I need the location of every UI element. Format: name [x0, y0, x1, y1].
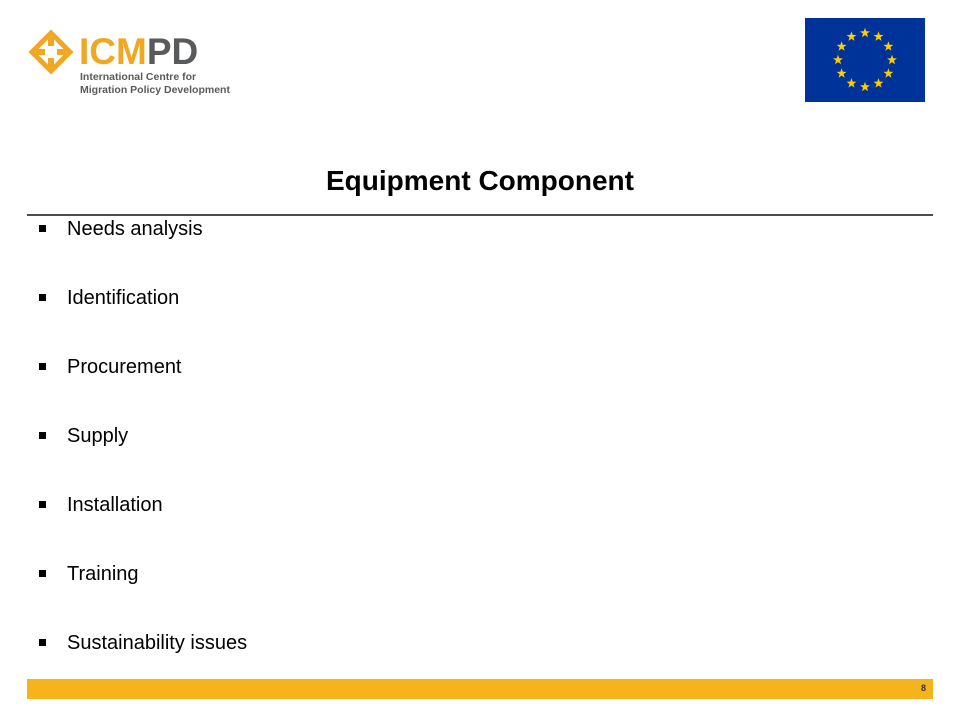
- square-bullet-icon: [39, 225, 46, 232]
- bullet-text: Sustainability issues: [67, 632, 248, 654]
- slide-title: Equipment Component: [326, 165, 634, 196]
- logo-tagline: [80, 71, 230, 97]
- eu-flag-stars: [805, 18, 925, 102]
- eu-star-icon: [887, 55, 897, 64]
- eu-star-icon: [847, 31, 857, 40]
- logo-name-part1: ICM: [79, 31, 147, 72]
- square-bullet-icon: [39, 432, 46, 439]
- eu-star-icon: [860, 82, 870, 91]
- page-number: 8: [920, 683, 926, 693]
- eu-star-icon: [883, 68, 893, 77]
- eu-star-icon: [837, 68, 847, 77]
- bullet-text: Supply: [67, 425, 129, 447]
- eu-star-icon: [860, 28, 870, 37]
- eu-star-icon: [833, 55, 843, 64]
- bullet-text: Identification: [67, 287, 180, 309]
- bullet-item: [38, 423, 247, 492]
- bullet-item: [38, 285, 247, 354]
- bullet-text: Needs analysis: [67, 218, 203, 240]
- logo-tagline-line2: Migration Policy Development: [80, 84, 230, 96]
- eu-star-icon: [837, 41, 847, 50]
- bullet-text: Installation: [67, 494, 163, 516]
- bullet-item: [38, 561, 247, 630]
- square-bullet-icon: [39, 570, 46, 577]
- logo-name: [79, 33, 198, 70]
- logo-tagline-line1: International Centre for: [80, 71, 197, 83]
- eu-star-icon: [874, 31, 884, 40]
- eu-flag-icon: [805, 18, 925, 102]
- bullet-item: [38, 354, 247, 423]
- square-bullet-icon: [39, 294, 46, 301]
- eu-star-icon: [847, 78, 857, 87]
- arrows-compass-logo-icon: [26, 27, 76, 77]
- square-bullet-icon: [39, 639, 46, 646]
- eu-star-icon: [874, 78, 884, 87]
- bullet-item: [38, 216, 247, 285]
- bullet-text: Training: [67, 563, 139, 585]
- footer-bar: [27, 679, 933, 699]
- bullet-item: [38, 492, 247, 561]
- square-bullet-icon: [39, 363, 46, 370]
- eu-star-icon: [883, 41, 893, 50]
- bullet-list: [38, 216, 247, 699]
- square-bullet-icon: [39, 501, 46, 508]
- icmpd-logo: [26, 27, 246, 102]
- logo-name-part2: PD: [146, 31, 199, 72]
- bullet-text: Procurement: [67, 356, 182, 378]
